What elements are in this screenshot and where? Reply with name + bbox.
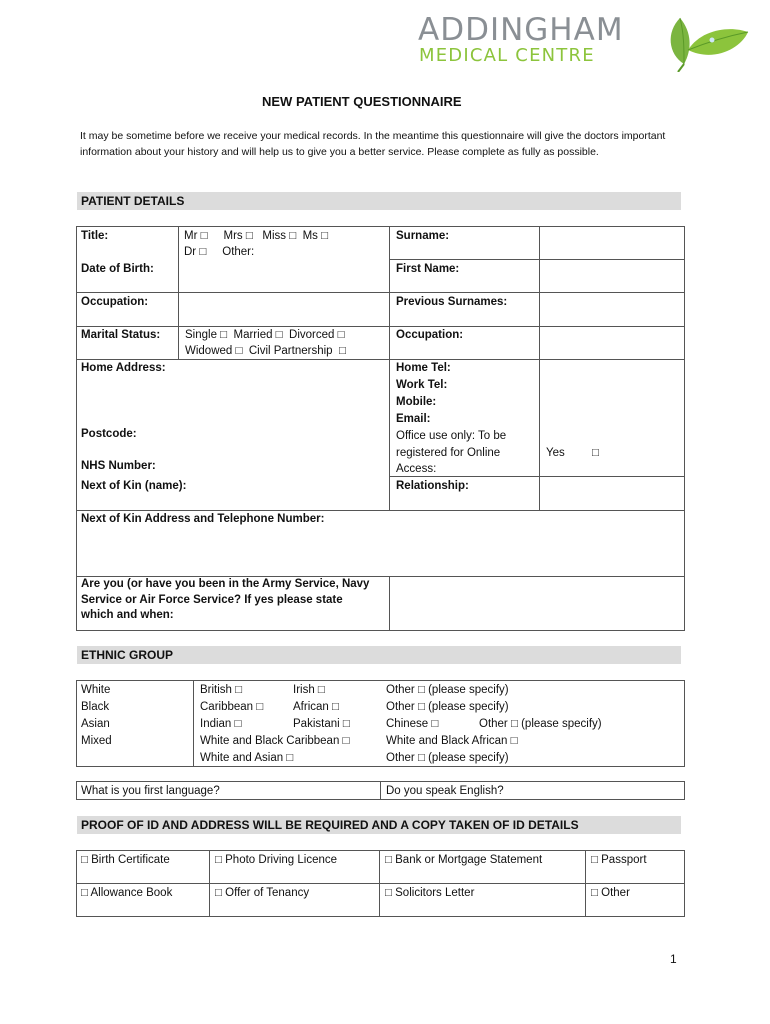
mobile-label: Mobile:: [396, 396, 437, 408]
occupation-label: Occupation:: [81, 296, 149, 308]
section-heading-proof: PROOF OF ID AND ADDRESS WILL BE REQUIRED AND A COPY TAKEN OF ID DETAILS: [77, 816, 681, 834]
intro-text: It may be sometime before we receive your medical records. In the meantime this questionnaire will give the doctors important information about your history and will help us to give you a better service. Please complete as fully as possible.: [80, 130, 666, 158]
option-solicitors-letter[interactable]: □ Solicitors Letter: [385, 887, 475, 899]
online-access-yes-label: Yes: [546, 447, 565, 459]
marital-status-label: Marital Status:: [81, 329, 161, 341]
online-access-yes-checkbox[interactable]: □: [592, 447, 599, 459]
title-label: Title:: [81, 230, 109, 242]
email-label: Email:: [396, 413, 431, 425]
option-other-black[interactable]: Other □ (please specify): [386, 701, 509, 713]
logo-name: ADDINGHAM: [418, 12, 624, 48]
dob-label: Date of Birth:: [81, 263, 154, 275]
logo-subtitle: MEDICAL CENTRE: [419, 45, 595, 66]
postcode-label: Postcode:: [81, 428, 137, 440]
ethnic-mixed: Mixed: [81, 735, 112, 747]
option-white-black-african[interactable]: White and Black African □: [386, 735, 518, 747]
option-indian[interactable]: Indian □: [200, 718, 242, 730]
next-of-kin-address-label: Next of Kin Address and Telephone Number:: [81, 513, 325, 525]
option-chinese[interactable]: Chinese □: [386, 718, 439, 730]
previous-surnames-label: Previous Surnames:: [396, 296, 508, 308]
speak-english-label: Do you speak English?: [386, 785, 504, 797]
option-british[interactable]: British □: [200, 684, 243, 696]
section-heading-ethnic: ETHNIC GROUP: [77, 646, 681, 664]
marital-options-row2[interactable]: Widowed □ Civil Partnership □: [185, 345, 346, 357]
option-allowance-book[interactable]: □ Allowance Book: [81, 887, 173, 899]
option-birth-certificate[interactable]: □ Birth Certificate: [81, 854, 170, 866]
option-white-black-caribbean[interactable]: White and Black Caribbean □: [200, 735, 350, 747]
option-white-asian[interactable]: White and Asian □: [200, 752, 294, 764]
option-bank-statement[interactable]: □ Bank or Mortgage Statement: [385, 854, 543, 866]
option-other-white[interactable]: Other □ (please specify): [386, 684, 509, 696]
office-use-label: Office use only: To be registered for Online Access:: [396, 430, 507, 475]
ethnic-asian: Asian: [81, 718, 110, 730]
first-name-label: First Name:: [396, 263, 460, 275]
title-options-row1[interactable]: Mr □ Mrs □ Miss □ Ms □: [184, 230, 329, 242]
page-title: NEW PATIENT QUESTIONNAIRE: [262, 94, 462, 109]
section-heading-patient: PATIENT DETAILS: [77, 192, 681, 210]
home-address-label: Home Address:: [81, 362, 166, 374]
option-passport[interactable]: □ Passport: [591, 854, 647, 866]
title-options-row2[interactable]: Dr □ Other:: [184, 246, 255, 258]
ethnic-black: Black: [81, 701, 110, 713]
nhs-number-label: NHS Number:: [81, 460, 156, 472]
surname-label: Surname:: [396, 230, 450, 242]
next-of-kin-label: Next of Kin (name):: [81, 480, 187, 492]
page-number: 1: [670, 952, 677, 966]
option-caribbean[interactable]: Caribbean □: [200, 701, 264, 713]
armed-service-question: Are you (or have you been in the Army Service, Navy Service or Air Force Service? If yes please state which and when:: [81, 578, 370, 621]
first-language-label: What is you first language?: [81, 785, 220, 797]
option-african[interactable]: African □: [293, 701, 339, 713]
ethnic-white: White: [81, 684, 111, 696]
occupation-label-2: Occupation:: [396, 329, 464, 341]
option-other-id[interactable]: □ Other: [591, 887, 630, 899]
relationship-label: Relationship:: [396, 480, 469, 492]
marital-options-row1[interactable]: Single □ Married □ Divorced □: [185, 329, 345, 341]
option-irish[interactable]: Irish □: [293, 684, 325, 696]
option-photo-driving-licence[interactable]: □ Photo Driving Licence: [215, 854, 338, 866]
option-pakistani[interactable]: Pakistani □: [293, 718, 350, 730]
work-tel-label: Work Tel:: [396, 379, 448, 391]
option-offer-of-tenancy[interactable]: □ Offer of Tenancy: [215, 887, 310, 899]
option-other-asian[interactable]: Other □ (please specify): [479, 718, 602, 730]
home-tel-label: Home Tel:: [396, 362, 451, 374]
option-other-mixed[interactable]: Other □ (please specify): [386, 752, 509, 764]
